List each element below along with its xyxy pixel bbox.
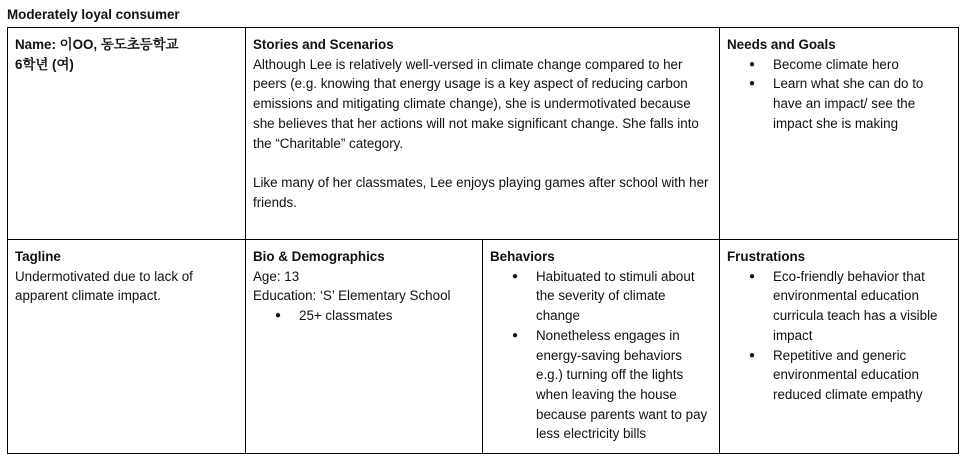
- bio-heading: Bio & Demographics: [253, 249, 385, 264]
- list-item: ● Eco-friendly behavior that environmental education curricula teach has a visible impact: [749, 267, 951, 346]
- stories-heading: Stories and Scenarios: [253, 37, 394, 52]
- name-label: Name:: [15, 37, 60, 52]
- tagline-cell: [7, 239, 246, 454]
- frustrations-list: [727, 267, 951, 405]
- page-title: Moderately loyal consumer: [7, 7, 180, 22]
- list-item: ● Nonetheless engages in energy-saving behaviors e.g.) turning off the lights when leaving the house because parents want to pay less electricity bills: [512, 326, 712, 444]
- list-item: ● Habituated to stimuli about the severity of climate change: [512, 267, 712, 326]
- bio-age: Age: 13: [253, 268, 300, 284]
- list-item: ● 25+ classmates: [275, 306, 475, 326]
- behaviors-list: [490, 267, 712, 444]
- stories-paragraph-2: Like many of her classmates, Lee enjoys playing games after school with her friends.: [253, 174, 709, 210]
- behaviors-cell: [482, 239, 720, 454]
- stories-cell: [245, 27, 720, 240]
- name-value-line2: 6학년 (여): [15, 56, 74, 72]
- name-value-line1: 이OO, 동도초등학교: [59, 37, 179, 52]
- frustrations-heading: Frustrations: [727, 249, 806, 264]
- tagline-heading: Tagline: [15, 249, 61, 264]
- stories-paragraph-1: Although Lee is relatively well-versed in climate change compared to her peers (e.g. knowing that energy usage is a key aspect of reducing carbon emissions and mitigating climate change), she is undermotivated because she believes that her actions will not make significant change. She falls into the “Charitable” category.: [253, 56, 699, 151]
- frustrations-cell: [719, 239, 959, 454]
- bio-cell: [245, 239, 483, 454]
- tagline-text: Undermotivated due to lack of apparent climate impact.: [15, 268, 193, 304]
- needs-cell: [719, 27, 959, 240]
- name-cell: [7, 27, 246, 240]
- needs-heading: Needs and Goals: [727, 37, 836, 52]
- list-item: ● Repetitive and generic environmental education reduced climate empathy: [749, 346, 951, 405]
- behaviors-heading: Behaviors: [490, 249, 555, 264]
- list-item: ● Become climate hero: [749, 55, 951, 75]
- bio-list: [253, 306, 475, 326]
- list-item: ● Learn what she can do to have an impact/ see the impact she is making: [749, 74, 951, 133]
- needs-list: [727, 55, 951, 134]
- name-heading: [15, 35, 238, 74]
- bio-education: Education: ‘S’ Elementary School: [253, 288, 451, 304]
